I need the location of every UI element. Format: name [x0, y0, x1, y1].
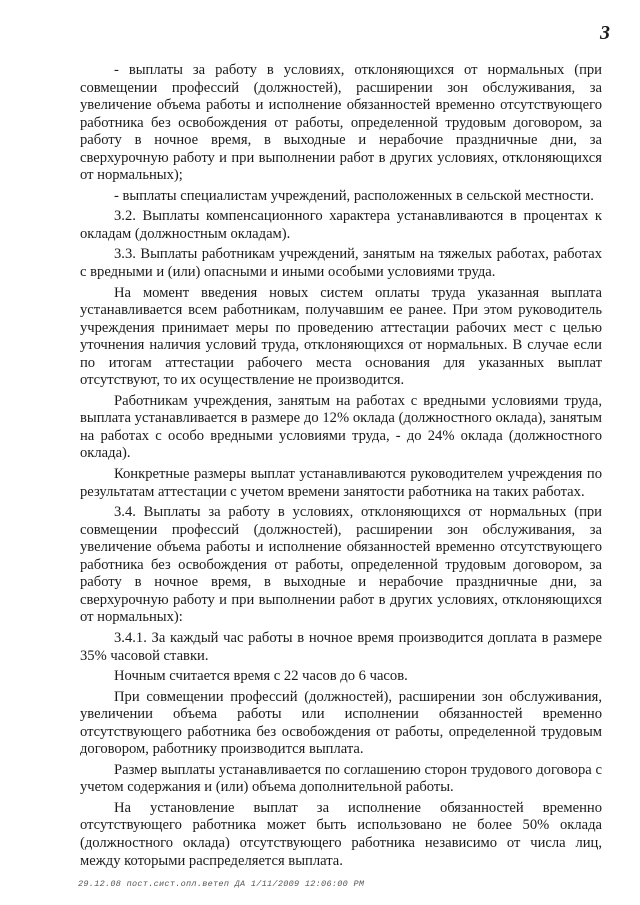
paragraph: 3.4. Выплаты за работу в условиях, отклоняющихся от нормальных (при совмещении профессий (должностей), расширении зон обслуживания, за увеличение объема работы и исполнение обязанностей временно отсутствующего работника без освобождения от работы, определенной трудовым договором, за работу в ночное время, в выходные и нерабочие праздничные дни, за сверхурочную работу и при выполнении работ в других условиях, отклоняющихся от нормальных): [80, 504, 602, 626]
paragraph: Работникам учреждения, занятым на работах с вредными условиями труда, выплата устанавливается в размере до 12% оклада (должностного оклада), занятым на работах с особо вредными условиями труда, - до 24% оклада (должностного оклада). [80, 392, 602, 462]
paragraph: - выплаты специалистам учреждений, расположенных в сельской местности. [114, 187, 594, 204]
paragraph: 3.2. Выплаты компенсационного характера устанавливаются в процентах к окладам (должностным окладам). [80, 208, 602, 242]
paragraph: 3.4.1. За каждый час работы в ночное время производится доплата в размере 35% часовой ставки. [80, 629, 602, 664]
page-number: 3 [600, 22, 610, 44]
paragraph: На момент введения новых систем оплаты труда указанная выплата устанавливается всем работникам, получавшим ее ранее. При этом руководитель учреждения принимает меры по проведению аттестации рабочих мест с целью уточнения наличия условий труда, отклоняющихся от нормальных. В случае если по итогам аттестации рабочего места основания для указанных выплат отсутствуют, то их осуществление не производится. [80, 284, 602, 389]
paragraph: Конкретные размеры выплат устанавливаются руководителем учреждения по результатам аттестации с учетом времени занятости работника на таких работах. [80, 466, 602, 500]
document-body [80, 62, 602, 870]
paragraph: Размер выплаты устанавливается по соглашению сторон трудового договора с учетом содержания и (или) объема дополнительной работы. [80, 761, 602, 796]
footer-stamp: 29.12.08 пост.сист.опл.ветеп ДА 1/11/2009 12:06:00 PM [78, 879, 365, 889]
paragraph: - выплаты за работу в условиях, отклоняющихся от нормальных (при совмещении профессий (должностей), расширении зон обслуживания, за увеличение объема работы и исполнение обязанностей временно отсутствующего работника без освобождения от работы, определенной трудовым договором, за работу в ночное время, в выходные и нерабочие праздничные дни, за сверхурочную работу и при выполнении работ в других условиях, отклоняющихся от нормальных); [80, 62, 602, 184]
paragraph: При совмещении профессий (должностей), расширении зон обслуживания, увеличении объема работы или исполнении обязанностей временно отсутствующего работника без освобождения от работы, определенной трудовым договором, работнику производится выплата. [80, 688, 602, 758]
paragraph: 3.3. Выплаты работникам учреждений, занятым на тяжелых работах, работах с вредными и (или) опасными и иными особыми условиями труда. [80, 246, 602, 281]
paragraph: На установление выплат за исполнение обязанностей временно отсутствующего работника может быть использовано не более 50% оклада (должностного оклада) отсутствующего работника независимо от числа лиц, между которыми распределяется выплата. [80, 799, 602, 869]
paragraph: Ночным считается время с 22 часов до 6 часов. [114, 668, 408, 685]
